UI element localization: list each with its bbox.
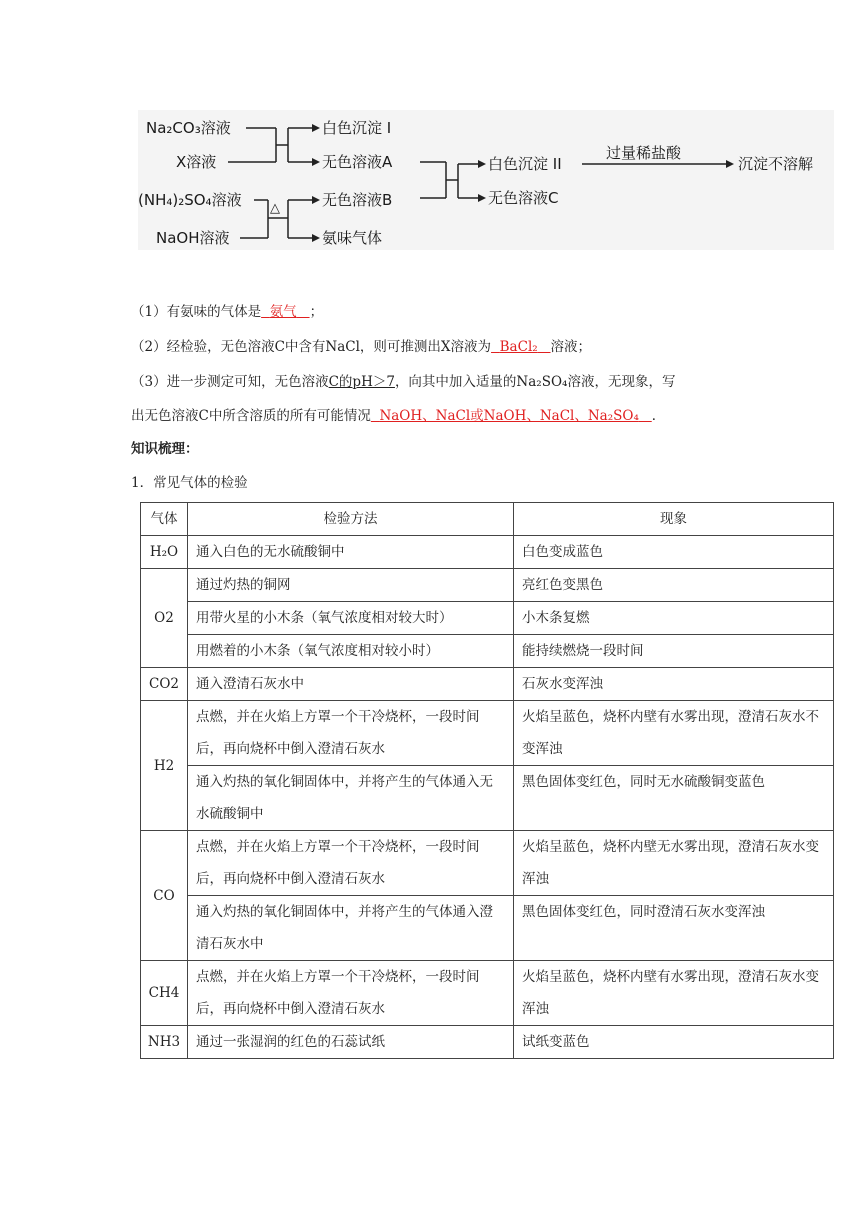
label-naoh: NaOH溶液 [156,229,230,247]
question-3-line1 [131,372,675,392]
result-cell: 能持续燃烧一段时间 [514,635,834,668]
table-row [141,831,834,896]
q3-underlined: C的pH＞7 [328,374,395,390]
result-cell: 试纸变蓝色 [514,1026,834,1059]
q3-middle: ，向其中加入适量的Na₂SO₄溶液，无现象，写 [394,374,676,390]
result-cell: 黑色固体变红色，同时无水硫酸铜变蓝色 [514,766,834,831]
method-cell: 用燃着的小木条（氧气浓度相对较小时） [188,635,514,668]
reaction-flow-diagram [128,100,834,260]
method-cell: 通过灼热的铜网 [188,569,514,602]
label-nh4so4: (NH₄)₂SO₄溶液 [138,191,242,209]
table-row [141,569,834,602]
label-colorless-c: 无色溶液C [488,189,559,207]
q3-suffix: ． [651,408,666,424]
q3-answer: NaOH、NaCl或NaOH、NaCl、Na₂SO₄ [379,408,639,424]
header-method: 检验方法 [188,503,514,536]
q1-answer: 氨气 [269,304,297,320]
method-cell: 通过一张湿润的红色的石蕊试纸 [188,1026,514,1059]
result-cell: 黑色固体变红色，同时澄清石灰水变浑浊 [514,896,834,961]
table-row [141,961,834,1026]
result-cell: 火焰呈蓝色，烧杯内壁有水雾出现，澄清石灰水不变浑浊 [514,701,834,766]
method-cell: 点燃，并在火焰上方罩一个干冷烧杯，一段时间后，再向烧杯中倒入澄清石灰水 [188,831,514,896]
method-cell: 点燃，并在火焰上方罩一个干冷烧杯，一段时间后，再向烧杯中倒入澄清石灰水 [188,961,514,1026]
table-row [141,1026,834,1059]
method-cell: 通入灼热的氧化铜固体中，并将产生的气体通入无水硫酸铜中 [188,766,514,831]
table-row [141,536,834,569]
q2-prefix: （2）经检验，无色溶液C中含有NaCl，则可推测出X溶液为 [131,339,492,355]
table-row [141,602,834,635]
gas-cell: CO [141,831,188,961]
table-row [141,896,834,961]
table-header-row [141,503,834,536]
result-cell: 小木条复燃 [514,602,834,635]
gas-test-table [140,502,834,1059]
gas-cell: CO2 [141,668,188,701]
table-row [141,766,834,831]
gas-cell: H2 [141,701,188,831]
q1-suffix: ； [309,304,324,320]
label-colorless-b: 无色溶液B [322,191,393,209]
method-cell: 用带火星的小木条（氧气浓度相对较大时） [188,602,514,635]
label-x-solution: X溶液 [176,153,217,171]
section-title: 知识梳理： [131,441,199,457]
q3-prefix: （3）进一步测定可知，无色溶液 [131,374,329,390]
q2-answer: BaCl₂ [499,339,538,355]
result-cell: 火焰呈蓝色，烧杯内壁有水雾出现，澄清石灰水变浑浊 [514,961,834,1026]
method-cell: 通入白色的无水硫酸铜中 [188,536,514,569]
gas-cell: H₂O [141,536,188,569]
header-gas: 气体 [141,503,188,536]
method-cell: 通入澄清石灰水中 [188,668,514,701]
result-cell: 火焰呈蓝色，烧杯内壁无水雾出现，澄清石灰水变浑浊 [514,831,834,896]
gas-cell: CH4 [141,961,188,1026]
label-excess-hcl: 过量稀盐酸 [606,144,682,162]
q2-suffix: 溶液； [550,339,592,355]
result-cell: 亮红色变黑色 [514,569,834,602]
question-3-line2 [131,406,665,426]
table-row [141,668,834,701]
label-na2co3: Na₂CO₃溶液 [146,119,231,137]
table-row [141,701,834,766]
label-colorless-a: 无色溶液A [322,153,393,171]
table-row [141,635,834,668]
result-cell: 石灰水变浑浊 [514,668,834,701]
gas-cell: O2 [141,569,188,668]
label-white-ppt-1: 白色沉淀 I [322,119,392,137]
label-ammonia-gas: 氨味气体 [322,229,383,247]
label-not-dissolved: 沉淀不溶解 [738,155,814,173]
diagram-connectors [128,100,834,260]
question-2 [131,337,591,357]
result-cell: 白色变成蓝色 [514,536,834,569]
method-cell: 点燃，并在火焰上方罩一个干冷烧杯，一段时间后，再向烧杯中倒入澄清石灰水 [188,701,514,766]
q1-prefix: （1）有氨味的气体是 [131,304,262,320]
heat-symbol: △ [270,201,280,216]
label-white-ppt-2: 白色沉淀 II [488,155,562,173]
q3-line2-prefix: 出无色溶液C中所含溶质的所有可能情况 [131,408,371,424]
header-result: 现象 [514,503,834,536]
question-1 [131,302,323,322]
gas-cell: NH3 [141,1026,188,1059]
subsection-title: 1．常见气体的检验 [131,475,248,491]
method-cell: 通入灼热的氧化铜固体中，并将产生的气体通入澄清石灰水中 [188,896,514,961]
